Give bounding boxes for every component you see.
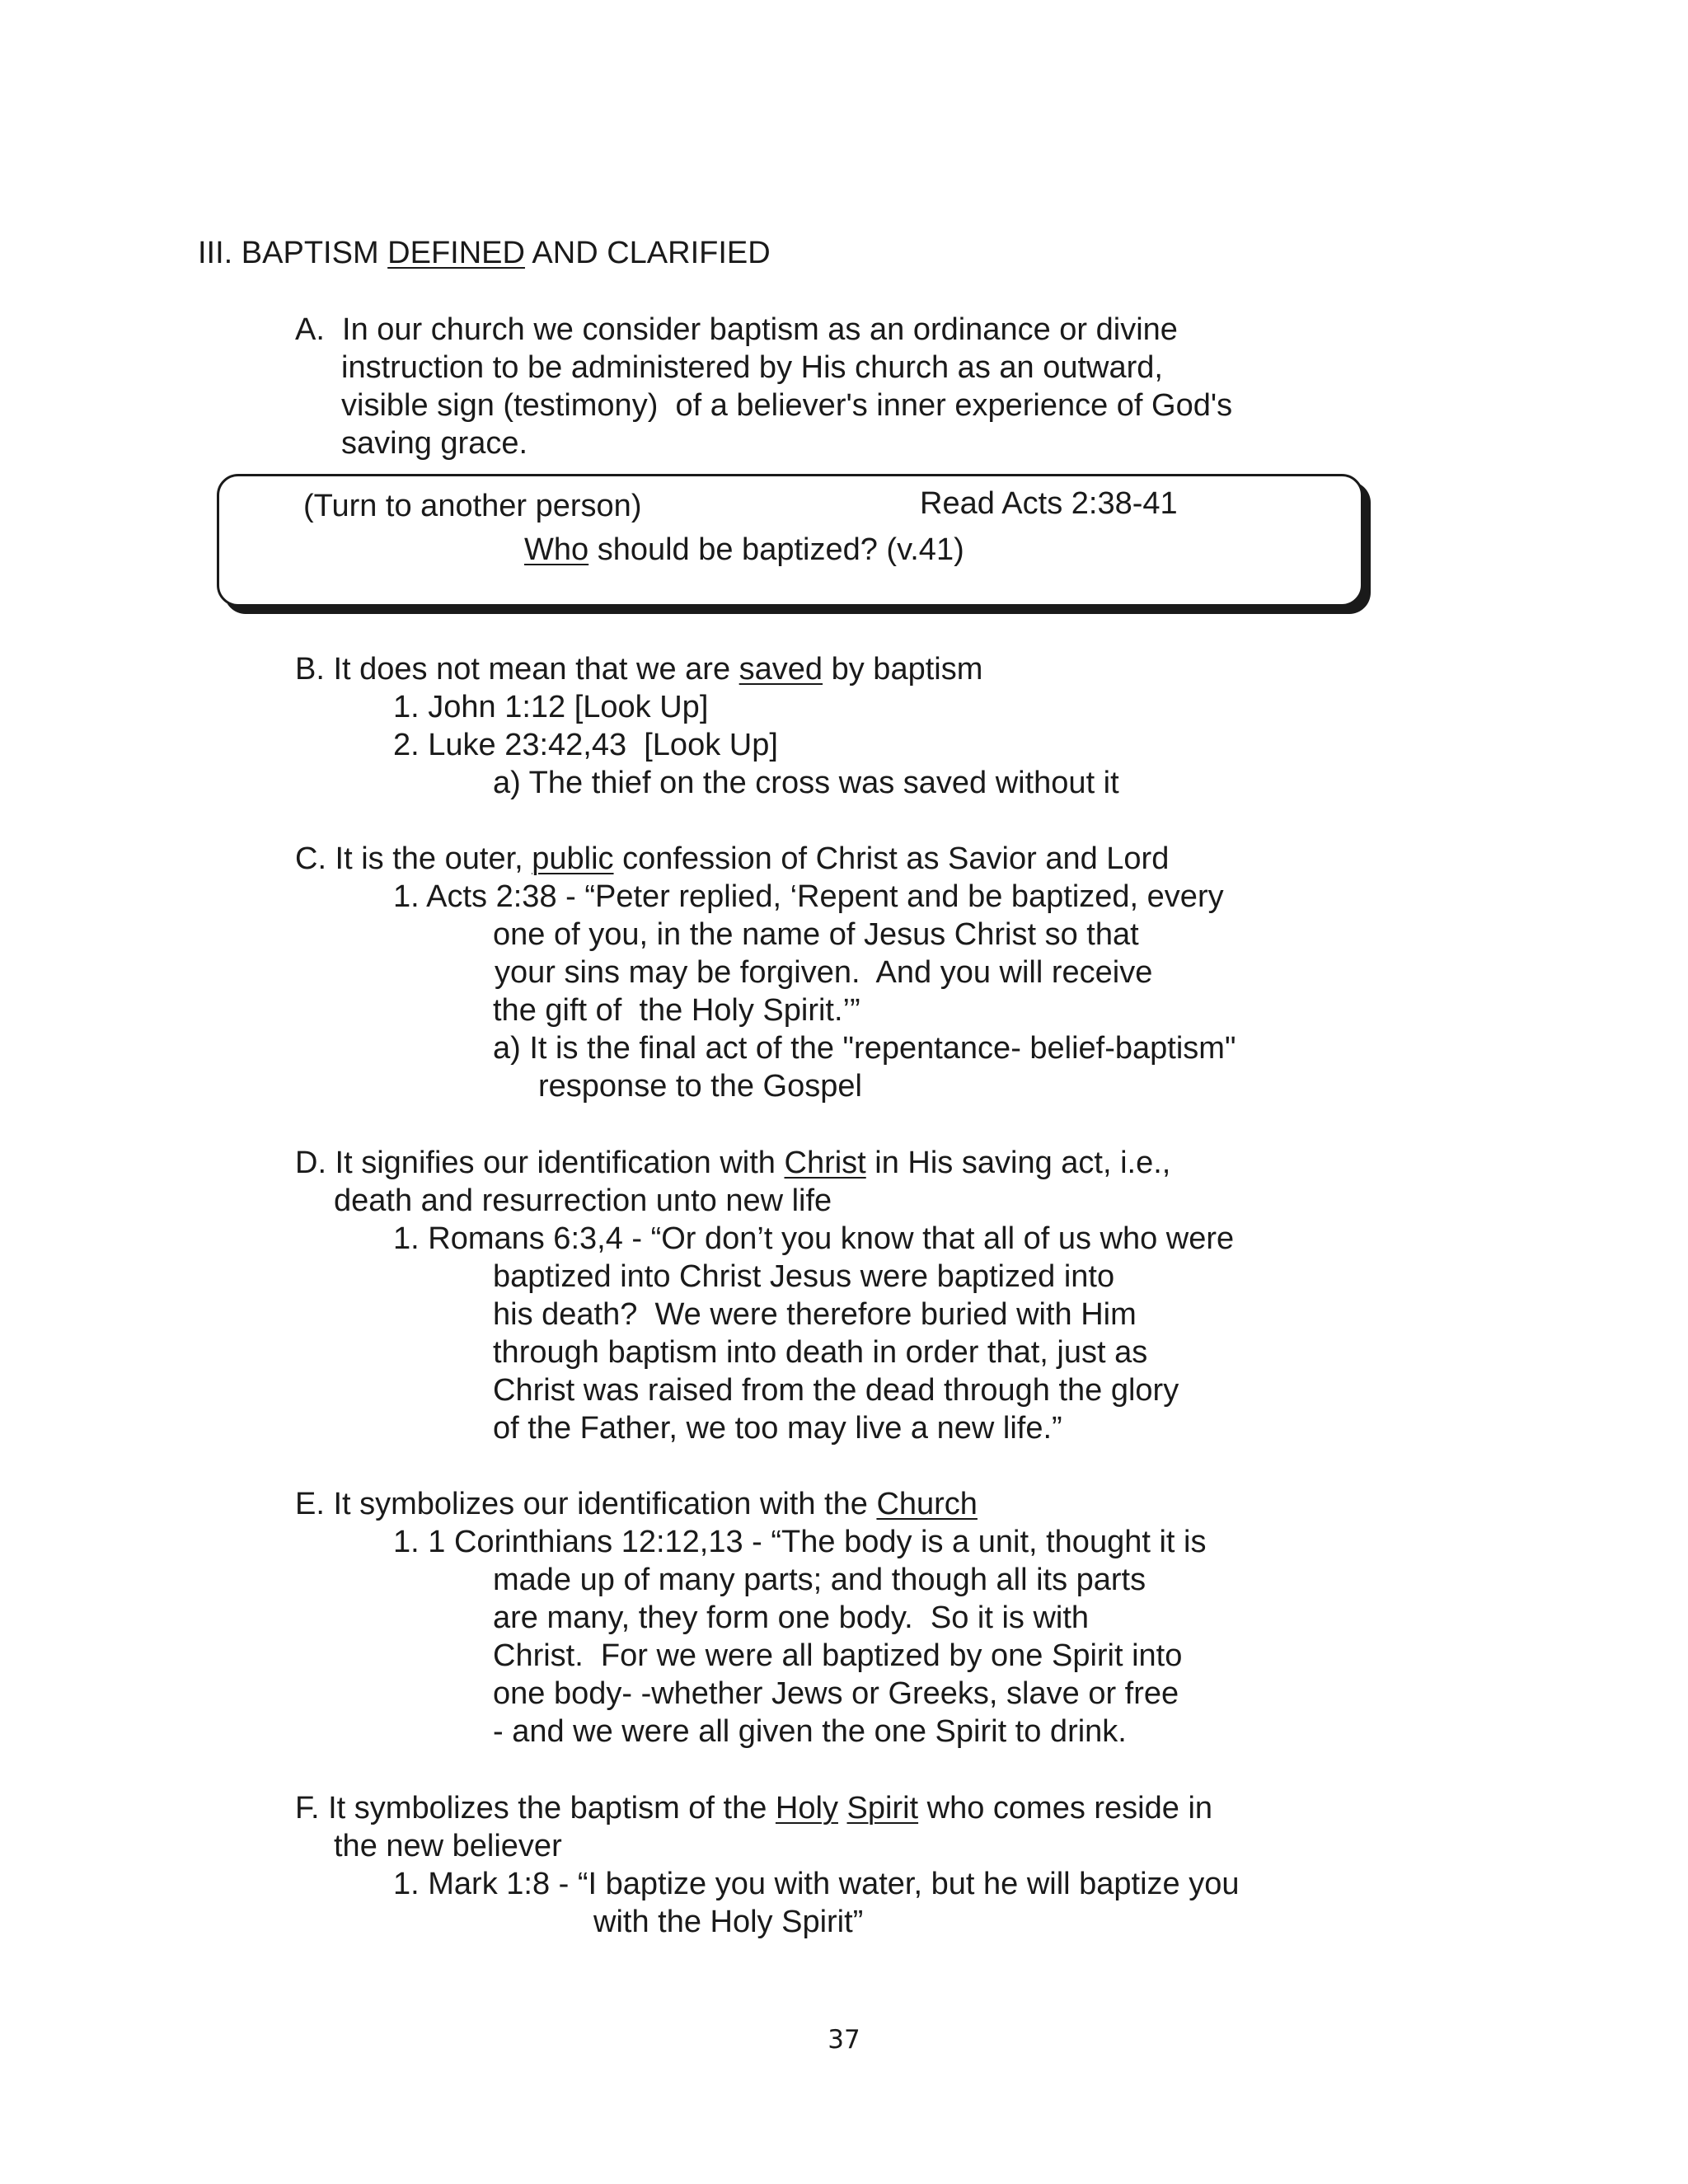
point-c-item-1-cont-2: your sins may be forgiven. And you will receive <box>495 955 1153 990</box>
point-b-item-2a: a) The thief on the cross was saved without it <box>493 766 1119 800</box>
point-e-item-1-cont-2: are many, they form one body. So it is with <box>493 1601 1090 1635</box>
callout-question: Who should be baptized? (v.41) <box>524 532 964 567</box>
point-d-item-1-cont-1: baptized into Christ Jesus were baptized into <box>493 1259 1115 1294</box>
point-b-item-2: 2. Luke 23:42,43 [Look Up] <box>393 728 778 762</box>
point-d-heading-cont: death and resurrection unto new life <box>334 1183 832 1218</box>
heading-underlined-word: DEFINED <box>387 236 525 270</box>
point-c-item-1: 1. Acts 2:38 - “Peter replied, ‘Repent and be baptized, every <box>393 879 1224 914</box>
point-f-underlined-spirit: Spirit <box>846 1791 919 1825</box>
point-e-item-1-cont-5: - and we were all given the one Spirit to drink. <box>493 1714 1127 1749</box>
point-c-item-1a-cont: response to the Gospel <box>538 1069 862 1104</box>
point-c-heading: C. It is the outer, public confession of Christ as Savior and Lord <box>295 841 1170 876</box>
point-f-heading: F. It symbolizes the baptism of the Holy Spirit who comes reside in <box>295 1791 1213 1825</box>
point-d-underlined: Christ <box>784 1146 866 1180</box>
point-e-item-1-cont-4: one body- -whether Jews or Greeks, slave or free <box>493 1676 1179 1711</box>
point-c-item-1a: a) It is the final act of the "repentance- belief-baptism" <box>493 1031 1236 1066</box>
point-b-item-1: 1. John 1:12 [Look Up] <box>393 690 709 724</box>
section-heading: III. BAPTISM DEFINED AND CLARIFIED <box>198 236 771 270</box>
point-c-item-1-cont-3: the gift of the Holy Spirit.’” <box>493 993 860 1028</box>
point-d-heading: D. It signifies our identification with Christ in His saving act, i.e., <box>295 1146 1171 1180</box>
callout-reading: Read Acts 2:38-41 <box>920 486 1178 521</box>
point-c-underlined: public <box>532 841 614 876</box>
point-a-line-4: saving grace. <box>341 426 528 461</box>
point-a-line-3: visible sign (testimony) of a believer's inner experience of God's <box>341 388 1233 423</box>
point-e-item-1-cont-3: Christ. For we were all baptized by one Spirit into <box>493 1638 1183 1673</box>
point-d-item-1: 1. Romans 6:3,4 - “Or don’t you know that all of us who were <box>393 1221 1235 1256</box>
point-f-item-1-cont: with the Holy Spirit” <box>593 1905 864 1939</box>
point-f-item-1: 1. Mark 1:8 - “I baptize you with water, but he will baptize you <box>393 1867 1240 1901</box>
point-d-item-1-cont-2: his death? We were therefore buried with Him <box>493 1297 1137 1332</box>
page-number: 37 <box>828 2025 860 2055</box>
callout-question-underlined: Who <box>524 532 589 567</box>
point-d-item-1-cont-4: Christ was raised from the dead through the glory <box>493 1373 1179 1408</box>
point-f-heading-cont: the new believer <box>334 1829 562 1863</box>
point-e-item-1: 1. 1 Corinthians 12:12,13 - “The body is a unit, thought it is <box>393 1525 1207 1559</box>
point-b-heading: B. It does not mean that we are saved by baptism <box>295 652 983 687</box>
point-e-underlined: Church <box>876 1487 978 1521</box>
callout-instruction: (Turn to another person) <box>303 489 642 523</box>
point-a-line-1: A. In our church we consider baptism as an ordinance or divine <box>295 312 1178 347</box>
point-e-item-1-cont-1: made up of many parts; and though all its parts <box>493 1563 1146 1597</box>
point-f-underlined-holy: Holy <box>775 1791 838 1825</box>
point-a-line-2: instruction to be administered by His church as an outward, <box>341 350 1163 385</box>
point-c-item-1-cont-1: one of you, in the name of Jesus Christ so that <box>493 917 1139 952</box>
point-d-item-1-cont-3: through baptism into death in order that, just as <box>493 1335 1148 1370</box>
point-e-heading: E. It symbolizes our identification with the Church <box>295 1487 978 1521</box>
point-b-underlined: saved <box>738 652 823 687</box>
point-d-item-1-cont-5: of the Father, we too may live a new life.” <box>493 1411 1062 1446</box>
